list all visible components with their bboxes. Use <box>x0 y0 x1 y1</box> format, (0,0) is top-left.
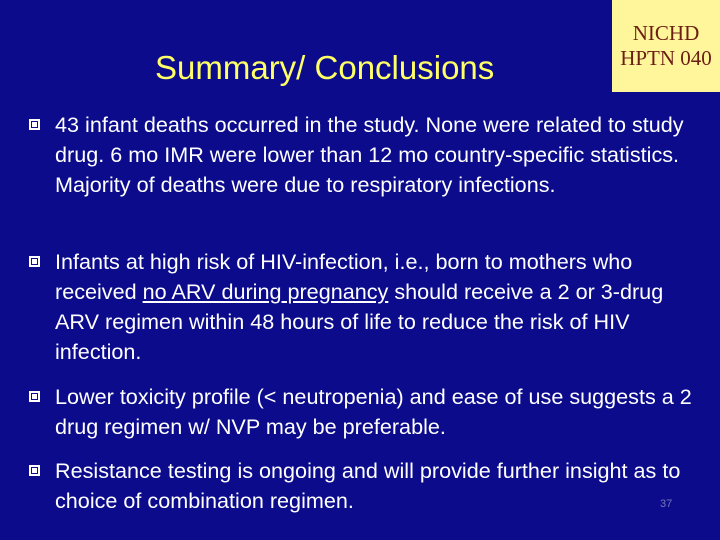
bullet-text <box>55 249 663 364</box>
bullet-item <box>28 247 712 367</box>
square-bullet-icon <box>29 465 40 476</box>
square-bullet-icon <box>29 391 40 402</box>
bullet-text-part: Infants at high risk of HIV-infection, i.e., born to mothers who received <box>55 249 633 304</box>
bullet-text-part: should receive a 2 or 3-drug ARV regimen within 48 hours of life to reduce the risk of HIV infection. <box>55 279 664 364</box>
bullet-item <box>28 110 712 200</box>
bullet-text: Lower toxicity profile (< neutropenia) and ease of use suggests a 2 drug regimen w/ NVP may be preferable. <box>55 384 692 439</box>
square-bullet-icon <box>29 256 40 267</box>
bullet-text: Resistance testing is ongoing and will provide further insight as to choice of combination regimen. <box>55 458 681 513</box>
badge-line-1: NICHD <box>632 21 700 45</box>
bullet-text: 43 infant deaths occurred in the study. None were related to study drug. 6 mo IMR were lower than 12 mo country-specific statistics. Majority of deaths were due to respiratory infections. <box>55 112 684 197</box>
bullet-item <box>28 456 712 516</box>
bullet-item <box>28 382 712 442</box>
badge-line-2: HPTN 040 <box>620 46 712 70</box>
underlined-phrase: no ARV during pregnancy <box>142 279 389 304</box>
page-number: 37 <box>660 498 673 510</box>
nichd-hptn-badge <box>612 0 720 92</box>
slide-title: Summary/ Conclusions <box>155 49 495 86</box>
square-bullet-icon <box>29 119 40 130</box>
